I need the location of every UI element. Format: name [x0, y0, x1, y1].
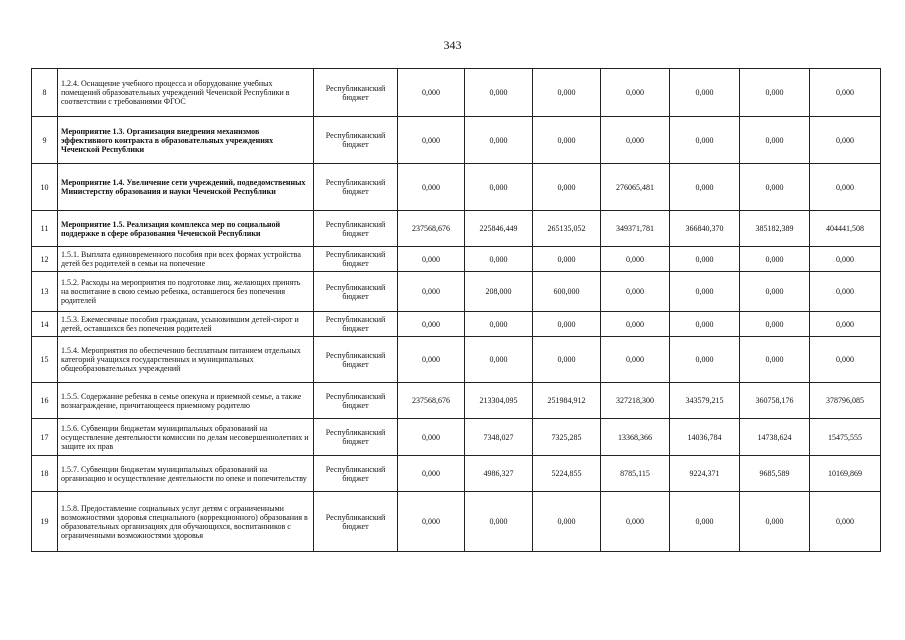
- amount-cell: 0,000: [740, 337, 810, 383]
- row-number-cell: 15: [32, 337, 58, 383]
- amount-cell: 378796,085: [810, 383, 881, 419]
- amount-cell: 10169,869: [810, 456, 881, 492]
- amount-cell: 0,000: [533, 117, 601, 164]
- amount-cell: 0,000: [810, 69, 881, 117]
- table-row: [32, 337, 881, 383]
- amount-cell: 0,000: [533, 492, 601, 552]
- amount-cell: 5224,855: [533, 456, 601, 492]
- amount-cell: 0,000: [810, 117, 881, 164]
- amount-cell: 0,000: [670, 337, 740, 383]
- table-row: [32, 419, 881, 456]
- table-row: [32, 117, 881, 164]
- amount-cell: 0,000: [740, 312, 810, 337]
- amount-cell: 0,000: [465, 247, 533, 272]
- amount-cell: 0,000: [533, 337, 601, 383]
- amount-cell: 0,000: [670, 117, 740, 164]
- amount-cell: 8785,115: [601, 456, 670, 492]
- amount-cell: 0,000: [740, 272, 810, 312]
- amount-cell: 0,000: [810, 337, 881, 383]
- amount-cell: 0,000: [398, 337, 465, 383]
- row-number-cell: 12: [32, 247, 58, 272]
- amount-cell: 360758,176: [740, 383, 810, 419]
- amount-cell: 0,000: [740, 247, 810, 272]
- table-row: [32, 272, 881, 312]
- amount-cell: 0,000: [670, 312, 740, 337]
- amount-cell: 0,000: [398, 312, 465, 337]
- table-row: [32, 312, 881, 337]
- amount-cell: 0,000: [398, 272, 465, 312]
- activity-description-cell: Мероприятие 1.4. Увеличение сети учреждений, подведомственных Министерству образования и науки Чеченской Республики: [58, 164, 314, 211]
- row-number-cell: 10: [32, 164, 58, 211]
- amount-cell: 0,000: [601, 69, 670, 117]
- funding-source-cell: Республиканский бюджет: [314, 272, 398, 312]
- amount-cell: 385182,389: [740, 211, 810, 247]
- amount-cell: 0,000: [601, 247, 670, 272]
- amount-cell: 0,000: [670, 69, 740, 117]
- amount-cell: 349371,781: [601, 211, 670, 247]
- amount-cell: 0,000: [810, 164, 881, 211]
- amount-cell: 0,000: [533, 69, 601, 117]
- amount-cell: 276065,481: [601, 164, 670, 211]
- table-row: [32, 211, 881, 247]
- funding-source-cell: Республиканский бюджет: [314, 383, 398, 419]
- amount-cell: 213304,095: [465, 383, 533, 419]
- amount-cell: 0,000: [740, 164, 810, 211]
- activity-description-cell: 1.5.8. Предоставление социальных услуг детям с ограниченными возможностями здоровья специального (коррекционного) образования в образовательных организациях для обучающихся, воспитанников с ограниченными возможностями здоровья: [58, 492, 314, 552]
- funding-source-cell: Республиканский бюджет: [314, 211, 398, 247]
- funding-source-cell: Республиканский бюджет: [314, 337, 398, 383]
- funding-source-cell: Республиканский бюджет: [314, 69, 398, 117]
- amount-cell: 9685,589: [740, 456, 810, 492]
- row-number-cell: 18: [32, 456, 58, 492]
- activity-description-cell: 1.5.6. Субвенции бюджетам муниципальных образований на осуществление деятельности комиссии по делам несовершеннолетних и защите их прав: [58, 419, 314, 456]
- funding-source-cell: Республиканский бюджет: [314, 247, 398, 272]
- amount-cell: 4986,327: [465, 456, 533, 492]
- funding-source-cell: Республиканский бюджет: [314, 456, 398, 492]
- table-row: [32, 492, 881, 552]
- amount-cell: 0,000: [465, 69, 533, 117]
- amount-cell: 0,000: [533, 247, 601, 272]
- table-row: [32, 383, 881, 419]
- activity-description-cell: 1.2.4. Оснащение учебного процесса и оборудование учебных помещений образовательных учреждений Чеченской Республики в соответствии с требованиями ФГОС: [58, 69, 314, 117]
- amount-cell: 0,000: [670, 272, 740, 312]
- amount-cell: 251984,912: [533, 383, 601, 419]
- activity-description-cell: 1.5.5. Содержание ребенка в семье опекуна и приемной семье, а также вознаграждение, причитающееся приемному родителю: [58, 383, 314, 419]
- funding-source-cell: Республиканский бюджет: [314, 419, 398, 456]
- amount-cell: 0,000: [740, 492, 810, 552]
- table-row: [32, 456, 881, 492]
- amount-cell: 14738,624: [740, 419, 810, 456]
- table-row: [32, 69, 881, 117]
- amount-cell: 208,000: [465, 272, 533, 312]
- amount-cell: 0,000: [533, 312, 601, 337]
- amount-cell: 0,000: [740, 69, 810, 117]
- amount-cell: 225846,449: [465, 211, 533, 247]
- amount-cell: 0,000: [398, 117, 465, 164]
- amount-cell: 0,000: [398, 419, 465, 456]
- row-number-cell: 8: [32, 69, 58, 117]
- activity-description-cell: Мероприятие 1.5. Реализация комплекса мер по социальной поддержке в сфере образования Чеченской Республики: [58, 211, 314, 247]
- activity-description-cell: Мероприятие 1.3. Организация внедрения механизмов эффективного контракта в образовательных учреждениях Чеченской Республики: [58, 117, 314, 164]
- amount-cell: 237568,676: [398, 383, 465, 419]
- activity-description-cell: 1.5.2. Расходы на мероприятия по подготовке лиц, желающих принять на воспитание в свою семью ребенка, оставшегося без попечения родителей: [58, 272, 314, 312]
- amount-cell: 0,000: [810, 492, 881, 552]
- amount-cell: 265135,052: [533, 211, 601, 247]
- amount-cell: 0,000: [465, 312, 533, 337]
- row-number-cell: 16: [32, 383, 58, 419]
- funding-source-cell: Республиканский бюджет: [314, 312, 398, 337]
- amount-cell: 0,000: [465, 117, 533, 164]
- amount-cell: 0,000: [670, 492, 740, 552]
- table-row: [32, 247, 881, 272]
- amount-cell: 0,000: [465, 337, 533, 383]
- row-number-cell: 14: [32, 312, 58, 337]
- amount-cell: 0,000: [398, 164, 465, 211]
- amount-cell: 7348,027: [465, 419, 533, 456]
- table-row: [32, 164, 881, 211]
- amount-cell: 0,000: [398, 456, 465, 492]
- amount-cell: 343579,215: [670, 383, 740, 419]
- amount-cell: 13368,366: [601, 419, 670, 456]
- amount-cell: 0,000: [465, 492, 533, 552]
- budget-table: [31, 68, 881, 552]
- amount-cell: 0,000: [601, 117, 670, 164]
- row-number-cell: 17: [32, 419, 58, 456]
- amount-cell: 0,000: [601, 492, 670, 552]
- activity-description-cell: 1.5.7. Субвенции бюджетам муниципальных образований на организацию и осуществление деятельности по опеке и попечительству: [58, 456, 314, 492]
- amount-cell: 0,000: [810, 247, 881, 272]
- amount-cell: 0,000: [601, 337, 670, 383]
- amount-cell: 0,000: [670, 247, 740, 272]
- amount-cell: 0,000: [670, 164, 740, 211]
- amount-cell: 237568,676: [398, 211, 465, 247]
- funding-source-cell: Республиканский бюджет: [314, 492, 398, 552]
- amount-cell: 0,000: [740, 117, 810, 164]
- row-number-cell: 9: [32, 117, 58, 164]
- funding-source-cell: Республиканский бюджет: [314, 117, 398, 164]
- amount-cell: 9224,371: [670, 456, 740, 492]
- amount-cell: 404441,508: [810, 211, 881, 247]
- row-number-cell: 13: [32, 272, 58, 312]
- activity-description-cell: 1.5.4. Мероприятия по обеспечению бесплатным питанием отдельных категорий учащихся государственных и муниципальных общеобразовательных учреждений: [58, 337, 314, 383]
- row-number-cell: 19: [32, 492, 58, 552]
- amount-cell: 0,000: [810, 312, 881, 337]
- amount-cell: 0,000: [601, 312, 670, 337]
- amount-cell: 0,000: [533, 164, 601, 211]
- amount-cell: 15475,555: [810, 419, 881, 456]
- activity-description-cell: 1.5.1. Выплата единовременного пособия при всех формах устройства детей без родителей в семьи на попечение: [58, 247, 314, 272]
- funding-source-cell: Республиканский бюджет: [314, 164, 398, 211]
- amount-cell: 0,000: [398, 492, 465, 552]
- amount-cell: 0,000: [398, 247, 465, 272]
- amount-cell: 14036,784: [670, 419, 740, 456]
- activity-description-cell: 1.5.3. Ежемесячные пособия гражданам, усыновившим детей-сирот и детей, оставшихся без попечения родителей: [58, 312, 314, 337]
- amount-cell: 0,000: [601, 272, 670, 312]
- amount-cell: 0,000: [465, 164, 533, 211]
- amount-cell: 366840,370: [670, 211, 740, 247]
- amount-cell: 7325,285: [533, 419, 601, 456]
- page-number: 343: [443, 38, 462, 52]
- amount-cell: 0,000: [810, 272, 881, 312]
- amount-cell: 327218,300: [601, 383, 670, 419]
- amount-cell: 0,000: [398, 69, 465, 117]
- amount-cell: 600,000: [533, 272, 601, 312]
- row-number-cell: 11: [32, 211, 58, 247]
